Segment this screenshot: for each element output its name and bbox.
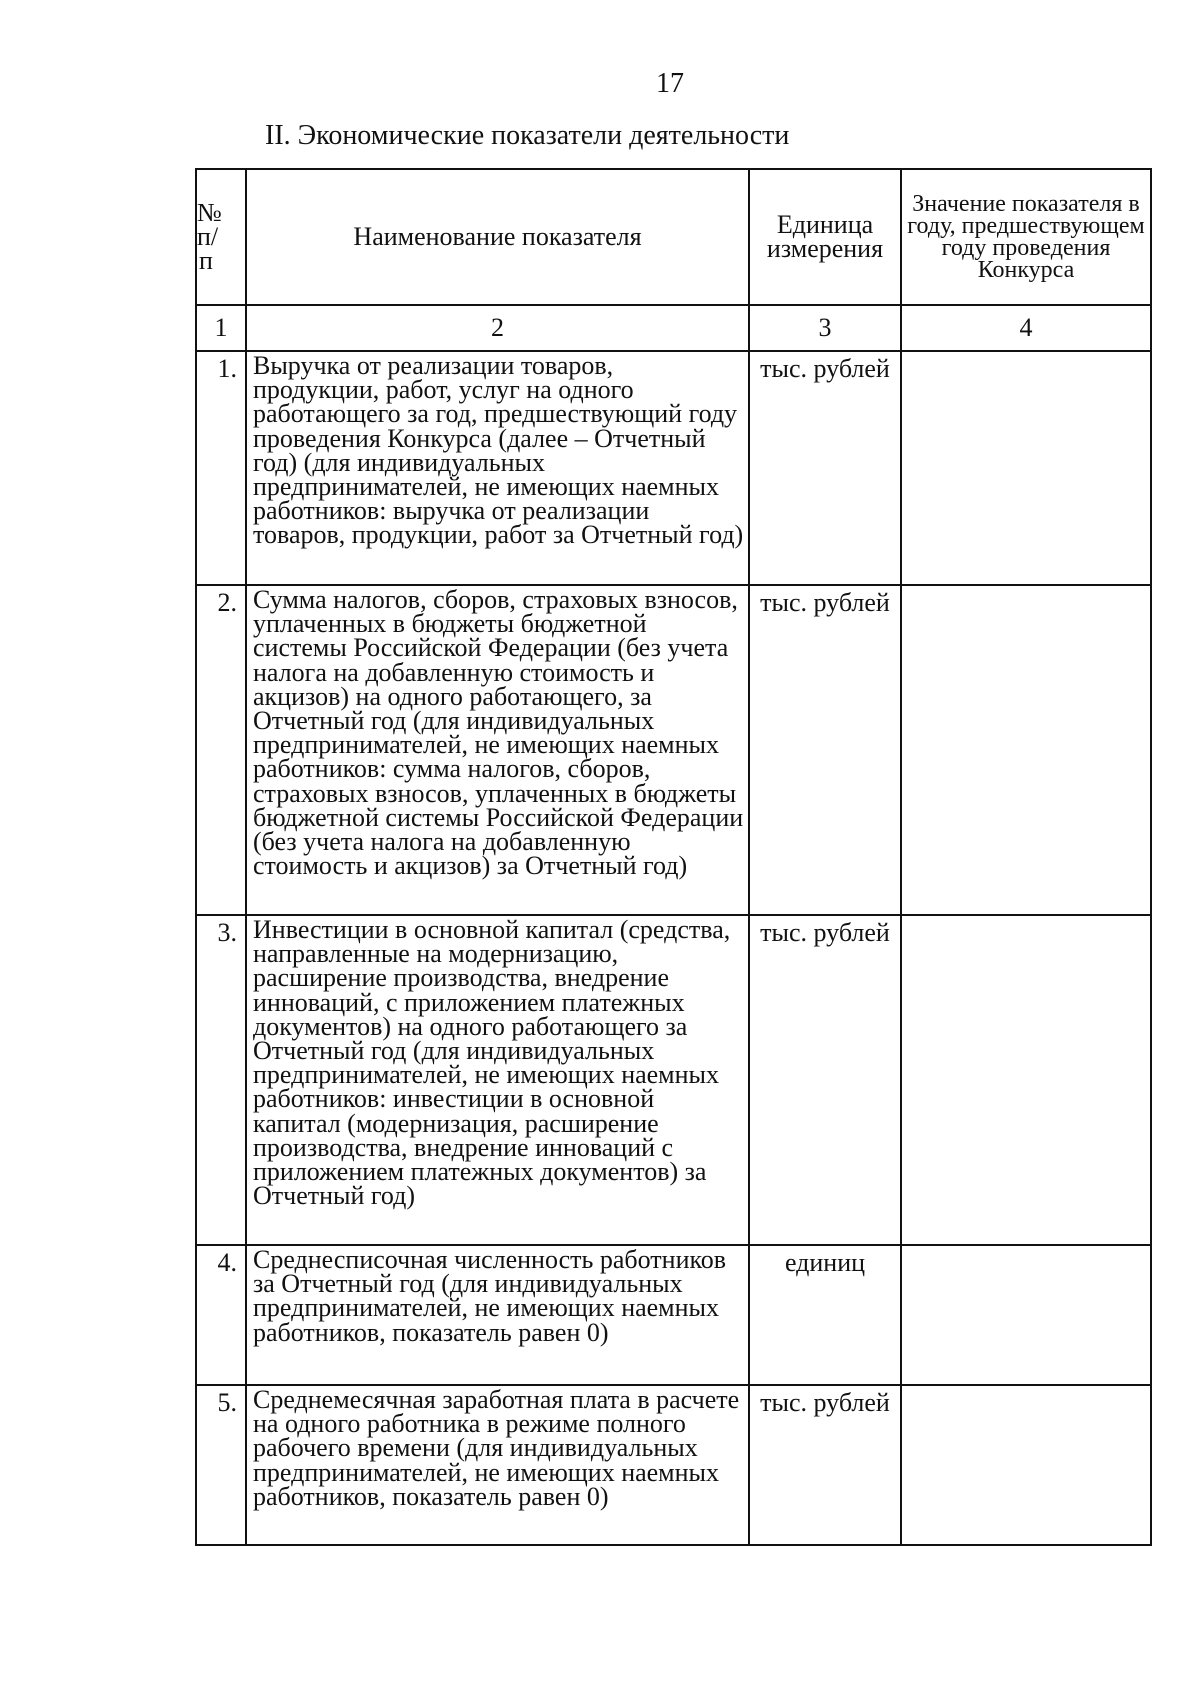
column-number: 3 <box>749 305 901 351</box>
table-row <box>196 1245 1151 1385</box>
column-numbers-row <box>196 305 1151 351</box>
table-row <box>196 351 1151 585</box>
column-number: 1 <box>196 305 246 351</box>
row-number: 2. <box>196 585 246 915</box>
indicator-value-cell[interactable] <box>901 915 1151 1245</box>
indicator-name: Среднемесячная заработная плата в расчете на одного работника в режиме полного рабочего времени (для индивидуальных предпринимателей, не имеющих наемных работников, показатель равен 0) <box>246 1385 749 1545</box>
indicator-value-cell[interactable] <box>901 1245 1151 1385</box>
row-number: 1. <box>196 351 246 585</box>
row-number: 4. <box>196 1245 246 1385</box>
indicator-name: Выручка от реализации товаров, продукции, работ, услуг на одного работающего за год, предшествующий году проведения Конкурса (далее – Отчетный год) (для индивидуальных предпринимателей, не имеющих наемных работников: выручка от реализации товаров, продукции, работ за Отчетный год) <box>246 351 749 585</box>
page-number: 17 <box>656 68 684 99</box>
table-header-row <box>196 169 1151 305</box>
indicator-unit: единиц <box>749 1245 901 1385</box>
indicator-unit: тыс. рублей <box>749 915 901 1245</box>
row-number: 5. <box>196 1385 246 1545</box>
header-unit: Единица измерения <box>749 169 901 305</box>
header-no: № п/п <box>196 169 246 305</box>
indicator-value-cell[interactable] <box>901 1385 1151 1545</box>
header-value: Значение показателя в году, предшествующем году проведения Конкурса <box>901 169 1151 305</box>
table-row <box>196 915 1151 1245</box>
indicator-unit: тыс. рублей <box>749 351 901 585</box>
indicator-unit: тыс. рублей <box>749 1385 901 1545</box>
table-row <box>196 585 1151 915</box>
indicator-name: Сумма налогов, сборов, страховых взносов, уплаченных в бюджеты бюджетной системы Российской Федерации (без учета налога на добавленную стоимость и акцизов) на одного работающего, за Отчетный год (для индивидуальных предпринимателей, не имеющих наемных работников: сумма налогов, сборов, страховых взносов, уплаченных в бюджеты бюджетной системы Российской Федерации (без учета налога на добавленную стоимость и акцизов) за Отчетный год) <box>246 585 749 915</box>
indicator-name: Инвестиции в основной капитал (средства, направленные на модернизацию, расширение производства, внедрение инноваций, с приложением платежных документов) на одного работающего за Отчетный год (для индивидуальных предпринимателей, не имеющих наемных работников: инвестиции в основной капитал (модернизация, расширение производства, внедрение инноваций с приложением платежных документов) за Отчетный год) <box>246 915 749 1245</box>
indicator-name: Среднесписочная численность работников за Отчетный год (для индивидуальных предпринимателей, не имеющих наемных работников, показатель равен 0) <box>246 1245 749 1385</box>
row-number: 3. <box>196 915 246 1245</box>
indicator-value-cell[interactable] <box>901 585 1151 915</box>
table-row <box>196 1385 1151 1545</box>
column-number: 2 <box>246 305 749 351</box>
column-number: 4 <box>901 305 1151 351</box>
indicator-value-cell[interactable] <box>901 351 1151 585</box>
header-name: Наименование показателя <box>246 169 749 305</box>
section-title: II. Экономические показатели деятельности <box>265 120 790 151</box>
indicator-unit: тыс. рублей <box>749 585 901 915</box>
indicators-table <box>195 168 1152 1546</box>
